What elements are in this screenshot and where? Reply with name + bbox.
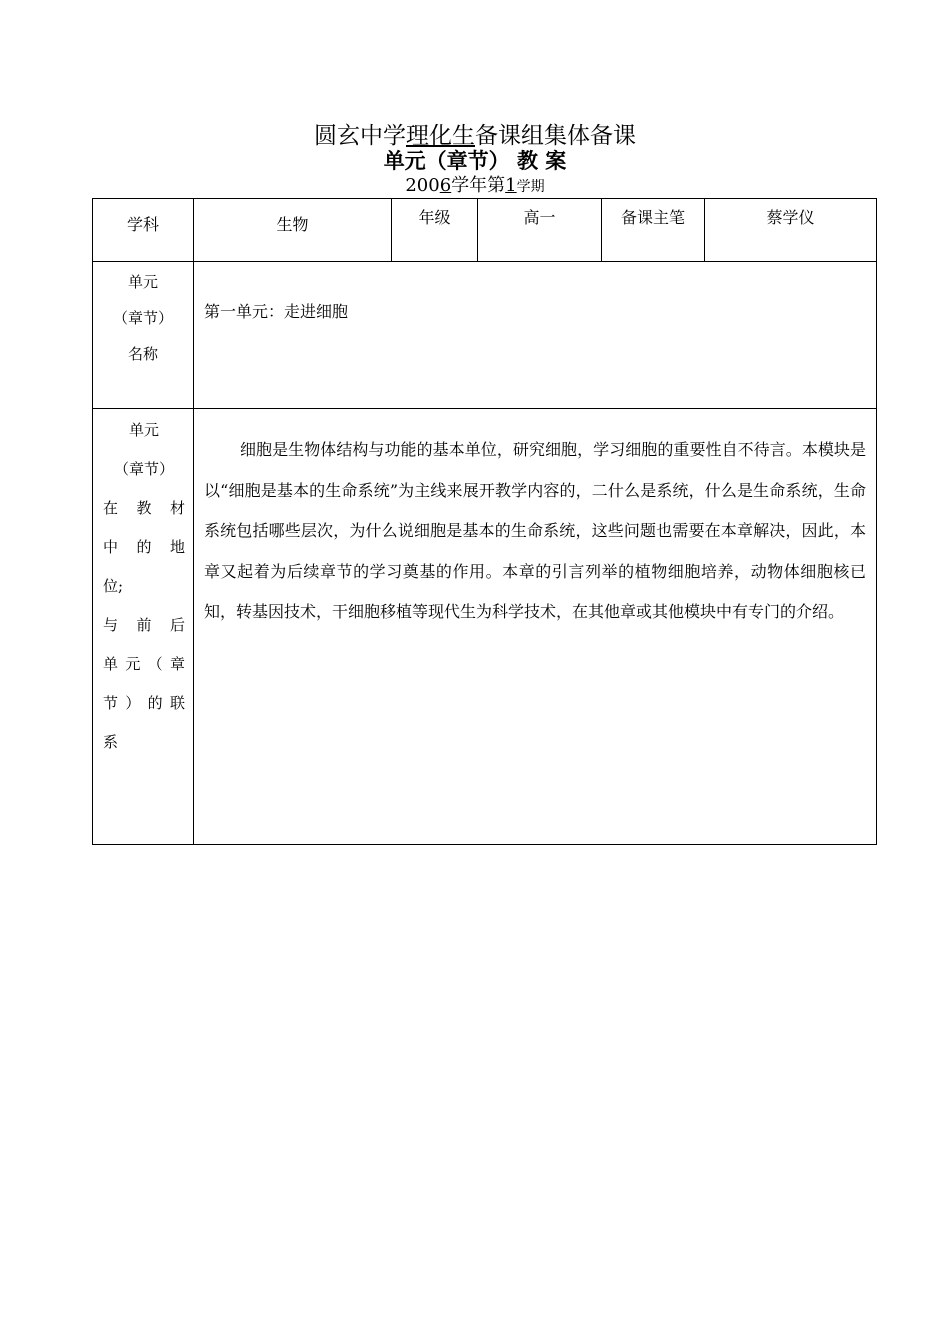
grade-label: 年级 [392,199,478,262]
position-label-line: 单元 [128,421,159,439]
position-label [93,409,194,845]
author-label: 备课主笔 [602,199,705,262]
position-description: 细胞是生物体结构与功能的基本单位，研究细胞，学习细胞的重要性自不待言。本模块是以“细胞是基本的生命系统”为主线来展开教学内容的，二什么是系统，什么是生命系统，生命系统包括哪些层次，为什么说细胞是基本的生命系统，这些问题也需要在本章解决，因此，本章又起着为后续章节的学习奠基的作用。本章的引言列举的植物细胞培养，动物体细胞核已知，转基因技术，干细胞移植等现代生为科学技术，在其他章或其他模块中有专门的介绍。 [194,409,877,845]
position-label-line: 在 教 材 [103,499,185,517]
term-suffix: 学期 [516,179,545,195]
grade-value: 高一 [478,199,602,262]
title-subject-group: 理化生 [406,123,475,149]
table-row [93,262,877,409]
title-suffix: 备课组集体备课 [475,123,636,149]
year-prefix: 200 [405,175,440,196]
author-value: 蔡学仪 [705,199,877,262]
unit-name-label [93,262,194,409]
position-label-line: 中 的 地 [103,538,185,556]
year-mid: 学年第 [451,175,506,196]
unit-name-value: 第一单元：走进细胞 [194,262,877,409]
subject-label: 学科 [93,199,194,262]
unit-name-label-line: 单元 [127,273,158,291]
subject-value: 生物 [194,199,392,262]
position-label-line: 位; [103,577,124,595]
unit-name-label-line: （章节） [112,309,173,327]
position-label-line: 与 前 后 [103,616,185,634]
table-row [93,409,877,845]
document-subtitle: 单元（章节） 教 案 [383,149,567,173]
year-digit: 6 [439,175,452,196]
position-label-line: （章节） [113,460,174,478]
position-label-line: 节 ） 的 联 [103,694,185,712]
school-term [0,173,950,200]
term-number: 1 [505,175,517,196]
lesson-plan-table [92,198,877,845]
position-label-line: 系 [103,733,119,751]
table-row [93,199,877,262]
title-school: 圆玄中学 [314,123,406,149]
unit-name-label-line: 名称 [127,345,158,363]
position-label-line: 单 元 （ 章 [103,655,185,673]
